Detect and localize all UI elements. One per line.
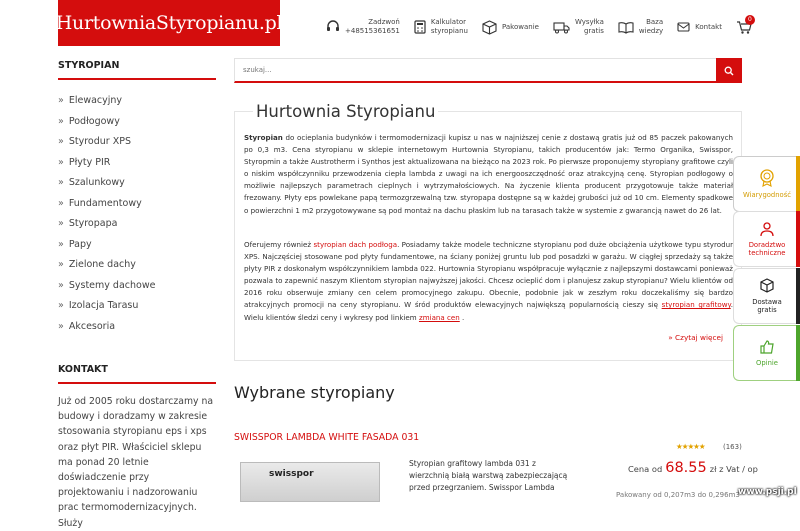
- category-list: [58, 95, 216, 341]
- reviews-label: Opinie: [756, 359, 778, 367]
- category-item[interactable]: » Systemy dachowe: [58, 279, 156, 291]
- sidebar-title: STYROPIAN: [58, 60, 216, 80]
- category-item[interactable]: » Płyty PIR: [58, 156, 111, 168]
- contact-link[interactable]: [677, 21, 722, 33]
- shipping-label-2: gratis: [583, 27, 604, 35]
- review-count: (163): [723, 443, 742, 451]
- category-item[interactable]: » Zielone dachy: [58, 259, 136, 270]
- phone-label: Zadzwoń: [368, 18, 400, 26]
- book-icon: [618, 21, 634, 34]
- advisor-icon: [759, 221, 775, 237]
- product-name[interactable]: SWISSPOR LAMBDA WHITE FASADA 031: [234, 432, 420, 443]
- category-item[interactable]: » Styrodur XPS: [58, 136, 131, 147]
- category-item[interactable]: » Styropapa: [58, 218, 118, 229]
- calculator-icon: [414, 20, 426, 34]
- medal-icon: [759, 169, 775, 187]
- truck-icon: [553, 21, 570, 34]
- advice-label-2: techniczne: [748, 249, 786, 257]
- category-item[interactable]: » Akcesoria: [58, 320, 116, 332]
- cart-count-badge: 0: [745, 15, 755, 25]
- category-item[interactable]: » Szalunkowy: [58, 177, 125, 188]
- thumbs-up-icon: [759, 339, 775, 355]
- price-suffix: zł z Vat / op: [709, 464, 758, 474]
- intro-box: [234, 102, 742, 361]
- knowledge-label-2: wiedzy: [638, 27, 664, 35]
- price-prefix: Cena od: [628, 464, 663, 474]
- delivery-label-1: Dostawa: [752, 298, 782, 306]
- box-icon: [482, 20, 497, 35]
- header-nav: [326, 14, 771, 40]
- link-styropian-dach-podloga[interactable]: styropian dach podłoga: [313, 240, 398, 249]
- trust-label: Wiarygodność: [743, 191, 791, 199]
- products-section-title: Wybrane styropiany: [234, 383, 395, 402]
- knowledge-label-1: Baza: [646, 18, 664, 26]
- shipping-label-1: Wysyłka: [574, 18, 604, 26]
- product-image[interactable]: [240, 462, 380, 502]
- delivery-widget[interactable]: [733, 268, 800, 324]
- advice-label-1: Doradztwo: [748, 241, 786, 249]
- site-logo[interactable]: HurtowniaStyropianu.pl: [58, 0, 280, 46]
- contact-section-text: Już od 2005 roku dostarczamy na budowy i doradzamy w zakresie stosowania styropianu eps i xps oraz płyt PIR. Właściciel sklepu ma ponad 20 letnie doświadczenie przy projektowaniu i nadzorowaniu prac termomodernizacyjnych. Służy: [58, 396, 214, 529]
- headset-icon: [326, 20, 340, 34]
- search-icon: [724, 66, 734, 76]
- reviews-widget[interactable]: [733, 325, 800, 381]
- category-item[interactable]: » Fundamentowy: [58, 197, 142, 209]
- category-item[interactable]: » Elewacyjny: [58, 95, 123, 106]
- knowledge-link[interactable]: [618, 18, 663, 36]
- packing-link[interactable]: [482, 20, 539, 35]
- category-sidebar: [58, 60, 216, 341]
- packing-label: Pakowanie: [501, 22, 539, 31]
- read-more-link[interactable]: » Czytaj więcej: [668, 333, 723, 342]
- calculator-label-2: styropianu: [430, 27, 468, 35]
- rating-stars: ★★★★★: [676, 442, 705, 451]
- product-price: [628, 460, 758, 476]
- intro-paragraph-2: Oferujemy również styropian dach podłoga. Posiadamy także modele techniczne styropianu pod duże obciążenia użytkowe typu styrodur XPS. Najczęściej stosowane pod płyty fundamentowe, na ściany poniżej gruntu lub pod posadzki w garażu. W ciągłej sprzedaży są także płyty PIR z doskonałym współczynnikiem lambda 022. Hurtownia Styropianu współpracuje wyłącznie z najlepszymi dostawcami ponieważ pozwala to zapewnić naszym Klientom styropian najwyższej jakości. Chcesz ocieplić dom i planujesz zakup styropianu? Wielu klientów od 2016 roku obserwuje zmiany cen celem promocyjnego zakupu. Obecnie, podobnie jak w zeszłym roku doczekaliśmy się bardzo atrakcyjnych promocji na ceny styropianu. W śród produktów elewacyjnych największą popularnością cieszy się styropian grafitowy. Wielu klientów śledzi ceny i wykresy pod linkiem zmiana cen .: [244, 240, 733, 322]
- delivery-accent: [796, 268, 800, 324]
- package-icon: [759, 278, 775, 294]
- category-item[interactable]: » Podłogowy: [58, 115, 120, 127]
- price-value: 68.55: [665, 460, 707, 476]
- packing-info: Pakowany od 0,207m3 do 0,296m3: [616, 491, 740, 499]
- product-description: Styropian grafitowy lambda 031 z wierzchnią białą warstwą zabezpieczającą przed przegrzaniem. Swisspor Lambda: [409, 459, 568, 492]
- search-bar: [234, 58, 742, 83]
- reviews-accent: [796, 325, 800, 381]
- site-header: [0, 0, 800, 46]
- intro-title: Hurtownia Styropianu: [253, 102, 438, 121]
- contact-label: Kontakt: [695, 22, 722, 31]
- advice-accent: [796, 211, 800, 267]
- phone-link[interactable]: [326, 18, 400, 36]
- shipping-link[interactable]: [553, 18, 604, 36]
- link-styropian-grafitowy[interactable]: styropian grafitowy: [661, 300, 731, 310]
- calculator-link[interactable]: [414, 18, 468, 36]
- category-item[interactable]: » Izolacja Tarasu: [58, 300, 139, 311]
- contact-section-title: KONTAKT: [58, 364, 216, 384]
- envelope-icon: [677, 21, 690, 33]
- trust-accent: [796, 156, 800, 212]
- trust-widget[interactable]: [733, 156, 800, 212]
- search-button[interactable]: [716, 58, 742, 83]
- advice-widget[interactable]: [733, 211, 800, 267]
- cart-button[interactable]: [736, 16, 757, 35]
- phone-number: +48515361651: [345, 27, 400, 35]
- intro-paragraph-1: Styropian do ocieplania budynków i termomodernizacji kupisz u nas w najniższej cenie z dostawą gratis już od 85 paczek pakowanych po 0,3 m3. Cena styropianu w sklepie internetowym Hurtownia Styropianu, takich producentów jak: Termo Organika, Swisspor, Styropmin a także Austrotherm i Synthos jest aktualizowana na bieżąco na 2023 rok. Po pierwsze proponujemy styropiany grafitowe czyli o niskim współczynniku przewodzenia ciepła lambda z uwagi na ich energooszczędność oraz atrakcyjną cenę. Styropian podłogowy o możliwie najlepszych parametrach cieplnych i wytrzymałościowych. Na życzenie klienta producent przygotowuje także materiał frezowany. Płyty eps powlekane papą termozgrzewalną tzw. styropapa dostępne są w każdej grubości już od 10 cm. Elementy spadkowe o powierzchni 1 m2 przygotowywane są pod montaż na dachu płaskim lub na tarasach także w systemie z gwarancją nawet do 26 lat.: [244, 133, 733, 215]
- calculator-label-1: Kalkulator: [430, 18, 466, 26]
- link-zmiana-cen[interactable]: zmiana cen: [418, 312, 460, 322]
- product-image-label: swisspor: [269, 469, 314, 479]
- search-input[interactable]: [235, 59, 715, 81]
- delivery-label-2: gratis: [757, 306, 777, 314]
- watermark: www.psji.pl: [738, 487, 797, 497]
- category-item[interactable]: » Papy: [58, 238, 92, 250]
